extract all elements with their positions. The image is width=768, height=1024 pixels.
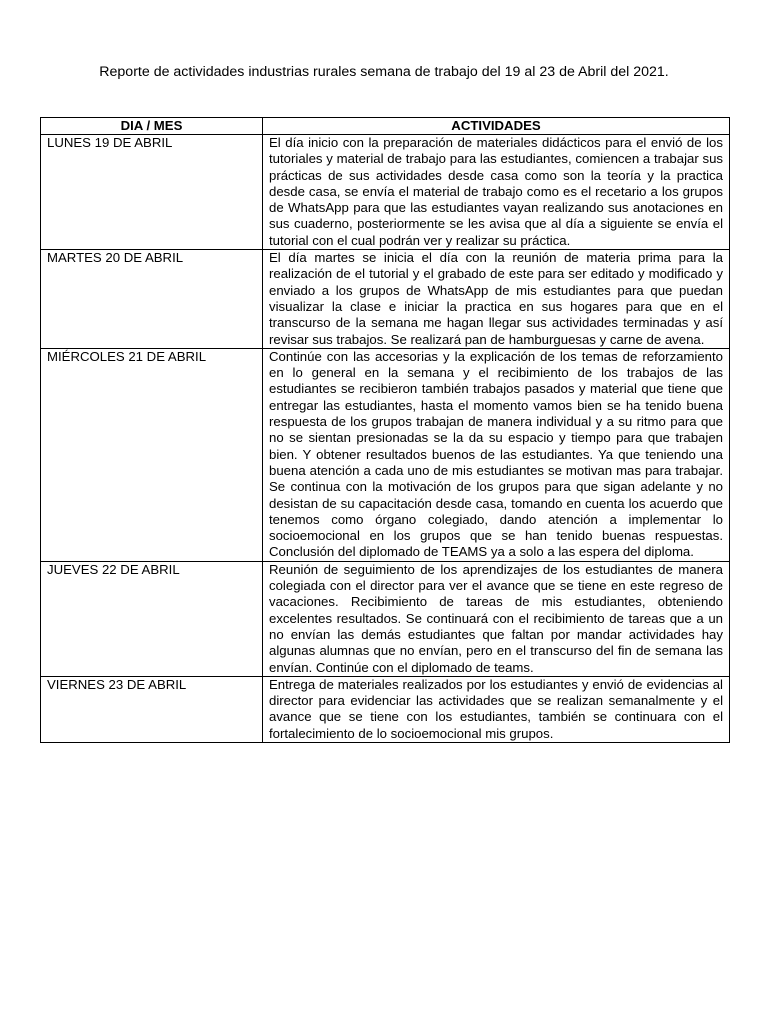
- activities-cell: El día martes se inicia el día con la reunión de materia prima para la realización de el tutorial y el grabado de este para ser editado y modificado y enviado a los grupos de WhatsApp de mis estudiantes para que puedan visualizar la clase e iniciar la practica en sus hogares para que en el transcurso de la semana me hagan llegar sus actividades terminadas y así revisar sus trabajos. Se realizará pan de hamburguesas y carne de avena.: [263, 250, 730, 349]
- day-cell: MIÉRCOLES 21 DE ABRIL: [41, 348, 263, 561]
- header-day-month: DIA / MES: [41, 118, 263, 135]
- day-cell: LUNES 19 DE ABRIL: [41, 135, 263, 250]
- table-row: [41, 676, 730, 742]
- document-title: Reporte de actividades industrias rurales semana de trabajo del 19 al 23 de Abril del 2021.: [99, 64, 669, 80]
- day-cell: MARTES 20 DE ABRIL: [41, 250, 263, 349]
- activities-cell: Reunión de seguimiento de los aprendizajes de los estudiantes de manera colegiada con el director para ver el avance que se tiene en este regreso de vacaciones. Recibimiento de tareas de mis estudiantes, obteniendo excelentes resultados. Se continuará con el recibimiento de tareas que a un no envían las demás estudiantes que faltan por mandar actividades hay algunas alumnas que no envían, pero en el transcurso del fin de semana las envían. Continúe con el diplomado de teams.: [263, 561, 730, 676]
- day-cell: JUEVES 22 DE ABRIL: [41, 561, 263, 676]
- table-row: [41, 135, 730, 250]
- activities-cell: El día inicio con la preparación de materiales didácticos para el envió de los tutoriales y material de trabajo para las estudiantes, comiencen a trabajar sus prácticas de sus actividades desde casa como son la teoría y la practica desde casa, se envía el material de trabajo como es el recetario a los grupos de WhatsApp para que las estudiantes vayan realizando sus anotaciones en sus cuaderno, posteriormente se les avisa que al día a siguiente se envía el tutorial con el cual podrán ver y realizar su práctica.: [263, 135, 730, 250]
- activities-cell: Continúe con las accesorias y la explicación de los temas de reforzamiento en lo general en la semana y el recibimiento de los trabajos de las estudiantes se recibieron también trabajos pasados y material que tiene que entregar las estudiantes, hasta el momento vamos bien se ha tenido buena respuesta de los grupos trabajan de manera individual y a su ritmo para que no se sientan presionadas se la da su espacio y tiempo para que trabajen bien. Y obtener resultados buenos de las estudiantes. Ya que teniendo una buena atención a cada uno de mis estudiantes se motivan mas para trabajar. Se continua con la motivación de los grupos para que sigan adelante y no desistan de su capacitación desde casa, tomando en cuenta los acuerdo que tenemos como órgano colegiado, dando atención a implementar lo socioemocional en los grupos que se han tenido buenas respuestas. Conclusión del diplomado de TEAMS ya a solo a las espera del diploma.: [263, 348, 730, 561]
- table-header-row: [41, 118, 730, 135]
- day-cell: VIERNES 23 DE ABRIL: [41, 676, 263, 742]
- activities-table: [40, 117, 730, 743]
- table-row: [41, 250, 730, 349]
- table-row: [41, 348, 730, 561]
- activities-cell: Entrega de materiales realizados por los estudiantes y envió de evidencias al director para evidenciar las actividades que se realizan semanalmente y el avance que se tiene con los estudiantes, también se continuara con el fortalecimiento de lo socioemocional mis grupos.: [263, 676, 730, 742]
- header-activities: ACTIVIDADES: [263, 118, 730, 135]
- table-row: [41, 561, 730, 676]
